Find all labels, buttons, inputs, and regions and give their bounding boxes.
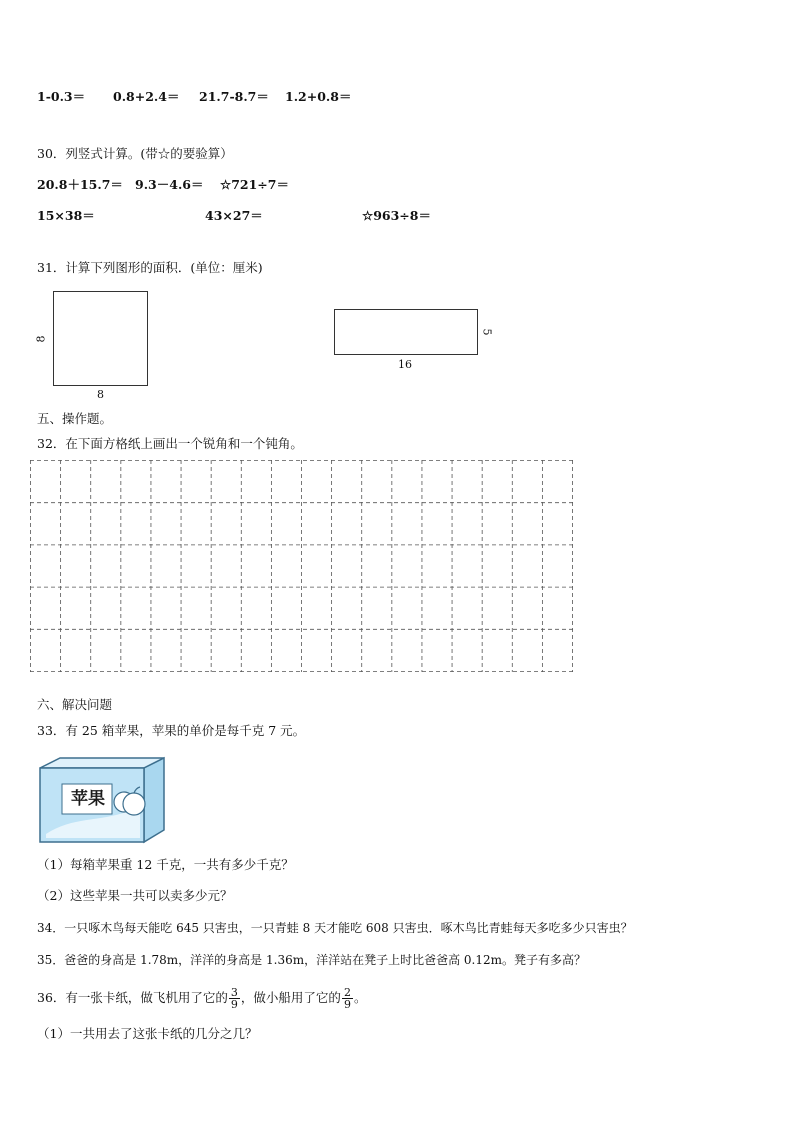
frac2-numerator: 2: [343, 985, 351, 999]
q30-b2: 43×27＝: [205, 208, 263, 223]
expr-2: 0.8+2.4＝: [113, 89, 180, 104]
q36-fraction-plane: [229, 987, 240, 1010]
rectangle-figure: [334, 309, 478, 355]
section6-title: 六、解决问题: [37, 697, 113, 712]
q33-part2: （2）这些苹果一共可以卖多少元？: [37, 888, 233, 903]
frac2-denominator: 9: [343, 997, 351, 1011]
expr-4: 1.2+0.8＝: [285, 89, 352, 104]
q36-text: [37, 983, 366, 1013]
rect-height-label: 5: [480, 328, 494, 336]
expr-3: 21.7-8.7＝: [199, 89, 269, 104]
q31-title: 31．计算下列图形的面积．(单位：厘米): [37, 260, 263, 275]
q34-text: 34．一只啄木鸟每天能吃 645 只害虫，一只青蛙 8 天才能吃 608 只害虫．啄木鸟比青蛙每天多吃多少只害虫？: [37, 921, 633, 935]
square-side-label: 8: [34, 335, 48, 343]
square-bottom-label: 8: [97, 388, 104, 401]
frac1-denominator: 9: [230, 997, 238, 1011]
q36-part1: （1）一共用去了这张卡纸的几分之几？: [37, 1026, 258, 1041]
dashed-grid-paper[interactable]: [30, 460, 573, 672]
q33-text: 33．有 25 箱苹果，苹果的单价是每千克 7 元。: [37, 723, 306, 738]
square-figure: [53, 291, 148, 386]
expr-1: 1-0.3＝: [37, 89, 86, 104]
q36-part-b: ，做小船用了它的: [240, 990, 341, 1005]
rect-width-label: 16: [398, 358, 412, 371]
q36-part-c: 。: [353, 990, 367, 1005]
section5-title: 五、操作题。: [37, 411, 113, 426]
q30-a1: 20.8＋15.7＝: [37, 177, 123, 192]
q32-text: 32．在下面方格纸上画出一个锐角和一个钝角。: [37, 436, 303, 451]
box-label: 苹果: [71, 789, 105, 809]
q30-b3: ☆963÷8＝: [362, 208, 431, 223]
q30-a3: ☆721÷7＝: [220, 177, 289, 192]
q33-part1: （1）每箱苹果重 12 千克，一共有多少千克？: [37, 857, 294, 872]
q35-text: 35．爸爸的身高是 1.78m，洋洋的身高是 1.36m，洋洋站在凳子上时比爸爸高 0.12m。凳子有多高？: [37, 953, 587, 967]
q36-fraction-boat: [342, 987, 353, 1010]
grid-svg: [30, 460, 573, 672]
q30-title: 30．列竖式计算。(带☆的要验算）: [37, 146, 233, 161]
q36-part-a: 36．有一张卡纸，做飞机用了它的: [37, 990, 228, 1005]
q30-a2: 9.3－4.6＝: [135, 177, 204, 192]
q30-b1: 15×38＝: [37, 208, 95, 223]
frac1-numerator: 3: [230, 985, 238, 999]
apple-box-illustration: [36, 754, 168, 846]
